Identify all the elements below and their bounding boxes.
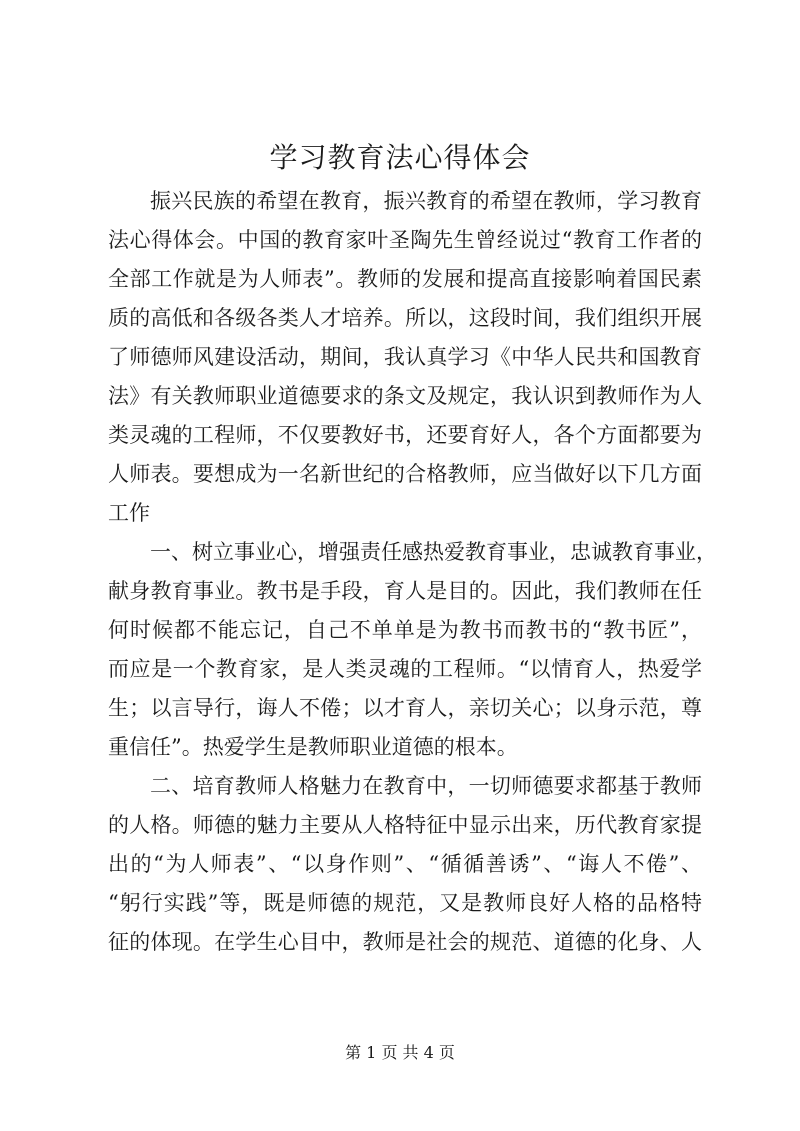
- paragraph-1-line-1: 振兴民族的希望在教育，振兴教育的希望在教师，学习教育: [150, 189, 702, 213]
- paragraph-3-line-3: 出的“为人师表”、“以身作则”、“循循善诱”、“诲人不倦”、: [108, 852, 702, 876]
- page-number-footer: 第 1 页 共 4 页: [345, 1043, 455, 1062]
- paragraph-1-line-2: 法心得体会。中国的教育家叶圣陶先生曾经说过“教育工作者的: [108, 228, 702, 252]
- paragraph-2-line-2: 献身教育事业。教书是手段，育人是目的。因此，我们教师在任: [108, 579, 702, 603]
- paragraph-2-line-6: 重信任”。热爱学生是教师职业道德的根本。: [108, 735, 518, 759]
- paragraph-2-line-5: 生；以言导行，诲人不倦；以才育人，亲切关心；以身示范，尊: [108, 696, 702, 720]
- paragraph-2-line-3: 何时候都不能忘记，自己不单单是为教书而教书的“教书匠”，: [108, 618, 702, 642]
- paragraph-3-line-1: 二、培育教师人格魅力在教育中，一切师德要求都基于教师: [150, 774, 702, 798]
- paragraph-2-line-4: 而应是一个教育家，是人类灵魂的工程师。“以情育人，热爱学: [108, 657, 702, 681]
- paragraph-3-line-5: 征的体现。在学生心目中，教师是社会的规范、道德的化身、人: [108, 930, 702, 954]
- paragraph-1-line-6: 法》有关教师职业道德要求的条文及规定，我认识到教师作为人: [108, 384, 702, 408]
- paragraph-1-line-9: 工作: [108, 501, 150, 525]
- paragraph-3-line-4: “躬行实践”等，既是师德的规范，又是教师良好人格的品格特: [108, 891, 702, 915]
- paragraph-1-line-4: 质的高低和各级各类人才培养。所以，这段时间，我们组织开展: [108, 306, 702, 330]
- paragraph-1-line-5: 了师德师风建设活动，期间，我认真学习《中华人民共和国教育: [108, 345, 702, 369]
- paragraph-1-line-3: 全部工作就是为人师表”。教师的发展和提高直接影响着国民素: [108, 267, 702, 291]
- paragraph-1-line-7: 类灵魂的工程师，不仅要教好书，还要育好人，各个方面都要为: [108, 423, 702, 447]
- paragraph-2-line-1: 一、树立事业心，增强责任感热爱教育事业，忠诚教育事业，: [150, 540, 717, 564]
- document-title: 学习教育法心得体会: [269, 141, 531, 174]
- paragraph-1-line-8: 人师表。要想成为一名新世纪的合格教师，应当做好以下几方面: [108, 462, 702, 486]
- document-body: [108, 182, 717, 962]
- paragraph-3-line-2: 的人格。师德的魅力主要从人格特征中显示出来，历代教育家提: [108, 813, 702, 837]
